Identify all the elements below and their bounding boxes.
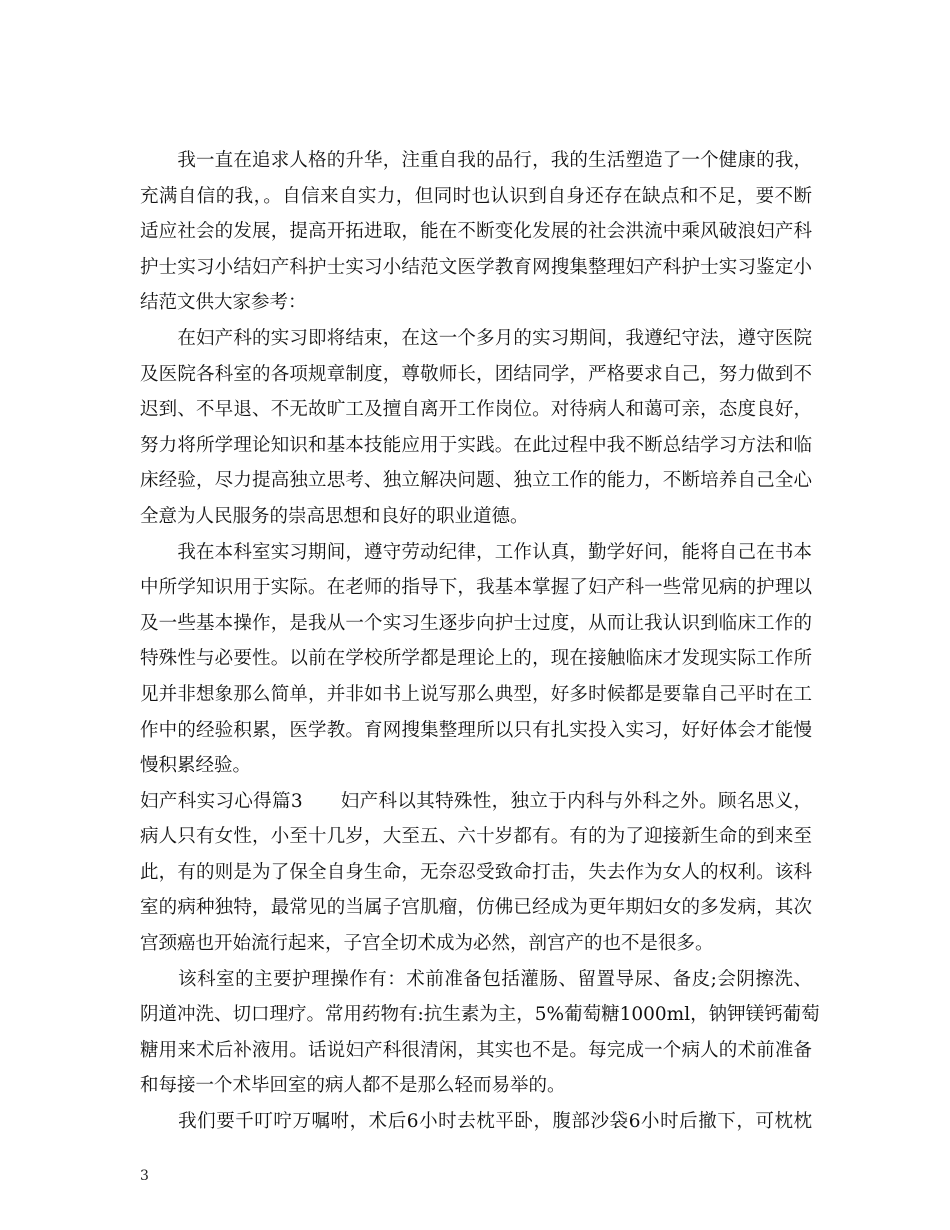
text-line: 及一些基本操作，是我从一个实习生逐步向护士过度，从而让我认识到临床工作的	[140, 612, 812, 634]
text-line: 特殊性与必要性。以前在学校所学都是理论上的，现在接触临床才发现实际工作所	[140, 648, 812, 670]
page-number: 3	[140, 1168, 149, 1184]
text-line: 我们要千叮咛万嘱咐，术后6小时去枕平卧，腹部沙袋6小时后撤下，可枕枕	[140, 1111, 812, 1133]
text-line: 结范文供大家参考：	[140, 292, 307, 314]
text-line: 作中的经验积累，医学教。育网搜集整理所以只有扎实投入实习，好好体会才能慢	[140, 719, 812, 741]
text-line: 护士实习小结妇产科护士实习小结范文医学教育网搜集整理妇产科护士实习鉴定小	[140, 256, 812, 278]
text-line: 室的病种独特，最常见的当属子宫肌瘤，仿佛已经成为更年期妇女的多发病，其次	[140, 897, 812, 919]
text-line: 慢积累经验。	[140, 755, 252, 777]
text-line: 中所学知识用于实际。在老师的指导下，我基本掌握了妇产科一些常见病的护理以	[140, 577, 812, 599]
text-line: 宫颈癌也开始流行起来，子宫全切术成为必然，剖宫产的也不是很多。	[140, 933, 714, 955]
text-line: 和每接一个术毕回室的病人都不是那么轻而易举的。	[140, 1075, 566, 1097]
text-line: 在妇产科的实习即将结束，在这一个多月的实习期间，我遵纪守法，遵守医院	[140, 327, 812, 349]
text-line: 阴道冲洗、切口理疗。常用药物有:抗生素为主，5%葡萄糖1000ml，钠钾镁钙葡萄	[140, 1004, 820, 1026]
text-line: 床经验，尽力提高独立思考、独立解决问题、独立工作的能力，不断培养自己全心	[140, 470, 812, 492]
text-line: 迟到、不早退、不无故旷工及擅自离开工作岗位。对待病人和蔼可亲，态度良好，	[140, 399, 812, 421]
text-line: 我在本科室实习期间，遵守劳动纪律，工作认真，勤学好问，能将自己在书本	[140, 541, 812, 563]
text-line: 糖用来术后补液用。话说妇产科很清闲，其实也不是。每完成一个病人的术前准备	[140, 1039, 812, 1061]
text-line: 努力将所学理论知识和基本技能应用于实践。在此过程中我不断总结学习方法和临	[140, 434, 812, 456]
text-line: 病人只有女性，小至十几岁，大至五、六十岁都有。有的为了迎接新生命的到来至	[140, 826, 812, 848]
text-line: 此，有的则是为了保全自身生命，无奈忍受致命打击，失去作为女人的权利。该科	[140, 861, 812, 883]
text-line: 全意为人民服务的崇高思想和良好的职业道德。	[140, 505, 529, 527]
text-line: 我一直在追求人格的升华，注重自我的品行，我的生活塑造了一个健康的我，	[140, 150, 812, 171]
text-line: 妇产科实习心得篇3 妇产科以其特殊性，独立于内科与外科之外。顾名思义，	[140, 790, 812, 812]
text-line: 见并非想象那么简单，并非如书上说写那么典型，好多时候都是要靠自己平时在工	[140, 683, 812, 705]
body-text	[140, 143, 820, 1140]
text-line: 充满自信的我，。自信来自实力，但同时也认识到自身还存在缺点和不足，要不断	[140, 185, 812, 207]
text-line: 该科室的主要护理操作有：术前准备包括灌肠、留置导尿、备皮;会阴擦洗、	[140, 968, 812, 990]
text-line: 适应社会的发展，提高开拓进取，能在不断变化发展的社会洪流中乘风破浪妇产科	[140, 221, 812, 243]
text-line: 及医院各科室的各项规章制度，尊敬师长，团结同学，严格要求自己，努力做到不	[140, 363, 812, 385]
